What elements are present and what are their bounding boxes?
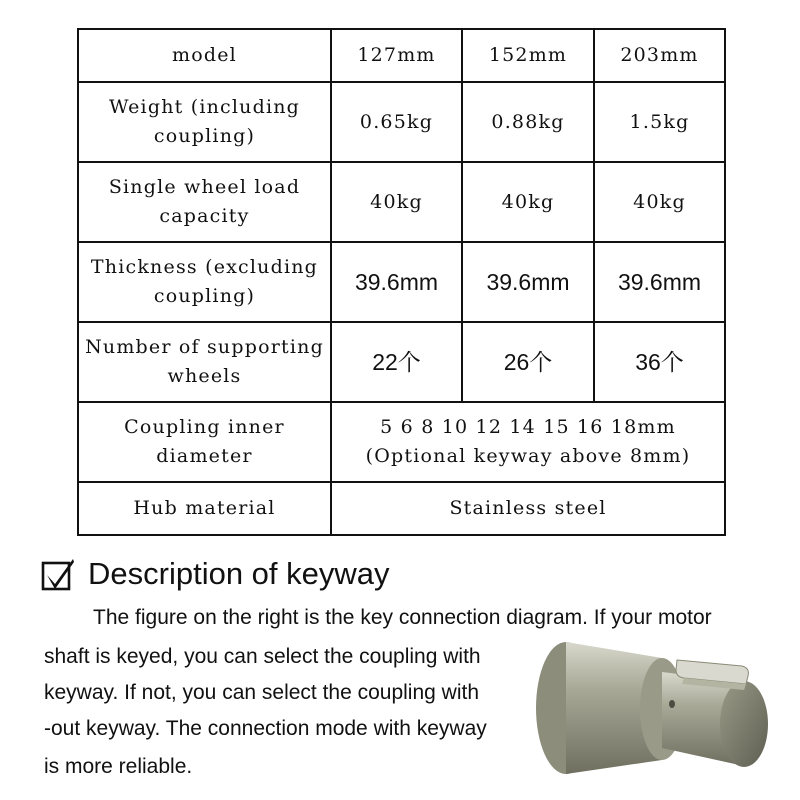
cell-value: 1.5kg: [594, 82, 725, 162]
cell-value: 40kg: [462, 162, 594, 242]
header-cell-203: 203mm: [594, 29, 725, 82]
cell-value: Stainless steel: [331, 482, 725, 535]
section-title: [40, 556, 390, 592]
cell-value: 26个: [462, 322, 594, 402]
section-title-text: Description of keyway: [88, 556, 390, 591]
table-row-weight: [78, 82, 725, 162]
description-line: keyway. If not, you can select the coupling with: [44, 681, 480, 704]
row-label: Hub material: [78, 482, 331, 535]
row-label: Coupling inner diameter: [78, 402, 331, 482]
table-row-coupling: [78, 402, 725, 482]
description-line: shaft is keyed, you can select the coupling with: [44, 645, 481, 668]
table-row-wheels: [78, 322, 725, 402]
header-cell-127: 127mm: [331, 29, 462, 82]
row-label: Number of supporting wheels: [78, 322, 331, 402]
row-label: Thickness (excluding coupling): [78, 242, 331, 322]
description-line: The figure on the right is the key connection diagram. If your motor: [93, 606, 712, 629]
cell-value: 0.88kg: [462, 82, 594, 162]
cell-value: 36个: [594, 322, 725, 402]
table-row-hub: [78, 482, 725, 535]
description-line: is more reliable.: [44, 755, 193, 778]
checkbox-checked-icon: [40, 556, 76, 592]
cell-value: 39.6mm: [462, 242, 594, 322]
header-cell-model: model: [78, 29, 331, 82]
table-row-load: [78, 162, 725, 242]
cell-value: 0.65kg: [331, 82, 462, 162]
description-line: -out keyway. The connection mode with keyway: [44, 717, 487, 740]
cell-value: 40kg: [331, 162, 462, 242]
row-label: Single wheel load capacity: [78, 162, 331, 242]
spec-table: [77, 28, 726, 536]
cell-value: 5 6 8 10 12 14 15 16 18mm (Optional keyway above 8mm): [331, 402, 725, 482]
keyed-shaft-illustration: [532, 632, 780, 782]
table-row-model: [78, 29, 725, 82]
header-cell-152: 152mm: [462, 29, 594, 82]
table-row-thickness: [78, 242, 725, 322]
cell-value: 22个: [331, 322, 462, 402]
cell-value: 40kg: [594, 162, 725, 242]
cell-value: 39.6mm: [594, 242, 725, 322]
row-label: Weight (including coupling): [78, 82, 331, 162]
cell-value: 39.6mm: [331, 242, 462, 322]
